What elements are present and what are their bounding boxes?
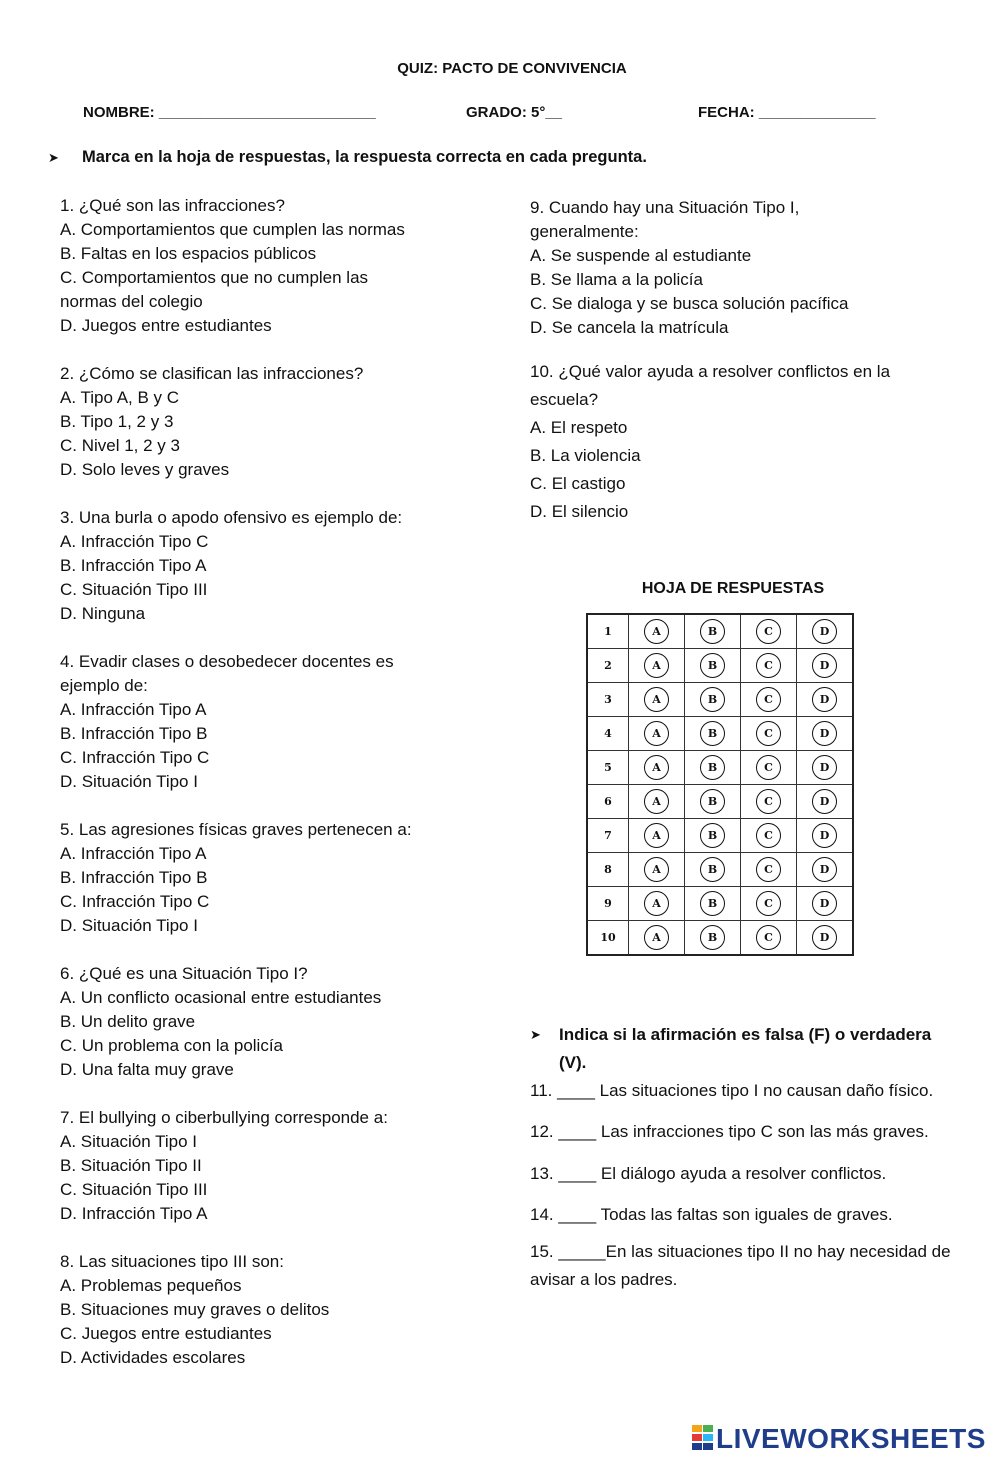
answer-bubble-a[interactable]: A (644, 619, 669, 644)
answer-cell (685, 785, 741, 819)
answer-cell (629, 785, 685, 819)
tf-instruction-text: Indica si la afirmación es falsa (F) o verdadera (V). (559, 1025, 932, 1072)
answer-bubble-b[interactable]: B (700, 687, 725, 712)
answer-bubble-b[interactable]: B (700, 789, 725, 814)
option-c: C. Se dialoga y se busca solución pacífica (530, 294, 849, 313)
answer-cell (629, 819, 685, 853)
answer-cell (629, 649, 685, 683)
option-c: C. Juegos entre estudiantes (60, 1324, 272, 1343)
answer-cell (629, 717, 685, 751)
question-text: 8. Las situaciones tipo III son: (60, 1252, 284, 1271)
answer-bubble-d[interactable]: D (812, 823, 837, 848)
answer-row-number: 4 (587, 717, 629, 751)
answer-cell (685, 819, 741, 853)
option-b: B. Situación Tipo II (60, 1156, 202, 1175)
question-text: 2. ¿Cómo se clasifican las infracciones? (60, 364, 364, 383)
answer-bubble-c[interactable]: C (756, 823, 781, 848)
answer-cell (741, 887, 797, 921)
answer-bubble-b[interactable]: B (700, 857, 725, 882)
answer-bubble-d[interactable]: D (812, 619, 837, 644)
question-1 (60, 194, 480, 338)
option-a: A. Infracción Tipo A (60, 844, 207, 863)
answer-bubble-c[interactable]: C (756, 755, 781, 780)
option-d: D. El silencio (530, 502, 629, 521)
option-c: C. Un problema con la policía (60, 1036, 284, 1055)
answer-cell (629, 683, 685, 717)
option-c: C. Infracción Tipo C (60, 748, 210, 767)
liveworksheets-logo-icon (692, 1425, 714, 1451)
answer-cell (797, 887, 854, 921)
tf-item-15[interactable]: 15. _____En las situaciones tipo II no hay necesidad de avisar a los padres. (530, 1242, 951, 1289)
option-b: B. Se llama a la policía (530, 270, 703, 289)
question-text: 3. Una burla o apodo ofensivo es ejemplo de: (60, 508, 403, 527)
answer-bubble-d[interactable]: D (812, 891, 837, 916)
answer-cell (741, 751, 797, 785)
answer-row (587, 853, 853, 887)
answer-cell (685, 649, 741, 683)
answer-cell (797, 683, 854, 717)
answer-row (587, 614, 853, 649)
answer-bubble-b[interactable]: B (700, 721, 725, 746)
option-b: B. Infracción Tipo B (60, 868, 208, 887)
answer-cell (741, 921, 797, 956)
answer-row-number: 3 (587, 683, 629, 717)
answer-sheet-title: HOJA DE RESPUESTAS (641, 580, 825, 597)
answer-row-number: 7 (587, 819, 629, 853)
instruction-text: Marca en la hoja de respuestas, la respuesta correcta en cada pregunta. (82, 148, 647, 166)
option-d: D. Situación Tipo I (60, 916, 198, 935)
option-c: C. Comportamientos que no cumplen las normas del colegio (60, 268, 369, 311)
answer-row (587, 683, 853, 717)
question-text: 10. ¿Qué valor ayuda a resolver conflictos en la escuela? (530, 362, 891, 409)
questions-left-column (60, 194, 480, 1394)
answer-cell (685, 853, 741, 887)
answer-row-number: 9 (587, 887, 629, 921)
answer-cell (629, 887, 685, 921)
answer-sheet (586, 613, 854, 956)
answer-cell (797, 649, 854, 683)
answer-cell (741, 785, 797, 819)
answer-cell (685, 717, 741, 751)
answer-bubble-d[interactable]: D (812, 653, 837, 678)
answer-cell (741, 717, 797, 751)
question-text: 4. Evadir clases o desobedecer docentes es ejemplo de: (60, 652, 394, 695)
nombre-field[interactable]: NOMBRE: __________________________ (83, 104, 376, 121)
answer-row-number: 6 (587, 785, 629, 819)
answer-cell (797, 921, 854, 956)
option-a: A. Infracción Tipo C (60, 532, 209, 551)
answer-cell (741, 649, 797, 683)
answer-bubble-c[interactable]: C (756, 687, 781, 712)
question-text: 7. El bullying o ciberbullying corresponde a: (60, 1108, 388, 1127)
answer-bubble-a[interactable]: A (644, 653, 669, 678)
answer-bubble-c[interactable]: C (756, 653, 781, 678)
answer-cell (685, 614, 741, 649)
option-c: C. Situación Tipo III (60, 1180, 208, 1199)
answer-bubble-d[interactable]: D (812, 721, 837, 746)
answer-bubble-a[interactable]: A (644, 687, 669, 712)
question-10 (530, 358, 950, 526)
answer-bubble-d[interactable]: D (812, 857, 837, 882)
option-c: C. Situación Tipo III (60, 580, 208, 599)
answer-cell (629, 751, 685, 785)
grado-field[interactable]: GRADO: 5°__ (466, 104, 563, 121)
question-text: 9. Cuando hay una Situación Tipo I, generalmente: (530, 198, 800, 241)
answer-row (587, 887, 853, 921)
answer-bubble-b[interactable]: B (700, 619, 725, 644)
answer-bubble-b[interactable]: B (700, 925, 725, 950)
logo-text: LIVEWORKSHEETS (716, 1423, 986, 1454)
question-text: 1. ¿Qué son las infracciones? (60, 196, 285, 215)
answer-row-number: 10 (587, 921, 629, 956)
arrow-bullet-icon: ➤ (48, 150, 59, 165)
true-false-section (530, 1021, 960, 1294)
answer-cell (685, 751, 741, 785)
fecha-field[interactable]: FECHA: ______________ (698, 104, 876, 121)
answer-bubble-d[interactable]: D (812, 755, 837, 780)
question-2 (60, 362, 480, 482)
answer-bubble-a[interactable]: A (644, 925, 669, 950)
answer-row (587, 819, 853, 853)
question-4 (60, 650, 480, 794)
question-7 (60, 1106, 480, 1226)
question-8 (60, 1250, 480, 1370)
option-a: A. Comportamientos que cumplen las normas (60, 220, 405, 239)
option-a: A. Problemas pequeños (60, 1276, 242, 1295)
option-b: B. Tipo 1, 2 y 3 (60, 412, 174, 431)
answer-row (587, 921, 853, 956)
questions-right-column (530, 196, 950, 550)
option-c: C. El castigo (530, 474, 626, 493)
answer-cell (797, 717, 854, 751)
liveworksheets-logo (692, 1423, 986, 1459)
question-text: 6. ¿Qué es una Situación Tipo I? (60, 964, 308, 983)
answer-cell (685, 887, 741, 921)
answer-cell (741, 614, 797, 649)
option-d: D. Actividades escolares (60, 1348, 246, 1367)
answer-row (587, 649, 853, 683)
answer-bubble-d[interactable]: D (812, 925, 837, 950)
option-d: D. Solo leves y graves (60, 460, 230, 479)
option-b: B. Situaciones muy graves o delitos (60, 1300, 330, 1319)
answer-bubble-b[interactable]: B (700, 653, 725, 678)
answer-cell (685, 683, 741, 717)
answer-bubble-c[interactable]: C (756, 891, 781, 916)
tf-item-12[interactable]: 12. ____ Las infracciones tipo C son las más graves. (530, 1122, 929, 1141)
option-b: B. Infracción Tipo B (60, 724, 208, 743)
tf-item-11[interactable]: 11. ____ Las situaciones tipo I no causan daño físico. (530, 1081, 934, 1100)
answer-bubble-a[interactable]: A (644, 789, 669, 814)
answer-bubble-c[interactable]: C (756, 857, 781, 882)
answer-bubble-b[interactable]: B (700, 823, 725, 848)
option-a: A. Infracción Tipo A (60, 700, 207, 719)
option-c: C. Infracción Tipo C (60, 892, 210, 911)
answer-cell (741, 853, 797, 887)
answer-row (587, 717, 853, 751)
option-d: D. Juegos entre estudiantes (60, 316, 272, 335)
answer-row (587, 785, 853, 819)
tf-item-14[interactable]: 14. ____ Todas las faltas son iguales de graves. (530, 1205, 893, 1224)
question-3 (60, 506, 480, 626)
option-d: D. Ninguna (60, 604, 146, 623)
question-text: 5. Las agresiones físicas graves pertenecen a: (60, 820, 412, 839)
option-d: D. Situación Tipo I (60, 772, 198, 791)
answer-cell (629, 614, 685, 649)
answer-bubble-b[interactable]: B (700, 755, 725, 780)
answer-bubble-a[interactable]: A (644, 857, 669, 882)
answer-cell (629, 921, 685, 956)
option-b: B. Infracción Tipo A (60, 556, 207, 575)
arrow-bullet-icon: ➤ (530, 1027, 541, 1042)
answer-bubble-a[interactable]: A (644, 823, 669, 848)
question-9 (530, 196, 950, 340)
option-d: D. Infracción Tipo A (60, 1204, 208, 1223)
answer-bubble-b[interactable]: B (700, 891, 725, 916)
answer-bubble-a[interactable]: A (644, 891, 669, 916)
answer-cell (741, 683, 797, 717)
option-d: D. Se cancela la matrícula (530, 318, 729, 337)
answer-cell (797, 751, 854, 785)
option-a: A. Un conflicto ocasional entre estudiantes (60, 988, 382, 1007)
answer-cell (797, 853, 854, 887)
answer-row-number: 2 (587, 649, 629, 683)
tf-instruction (530, 1021, 960, 1077)
answer-row (587, 751, 853, 785)
option-d: D. Una falta muy grave (60, 1060, 234, 1079)
answer-row-number: 8 (587, 853, 629, 887)
option-a: A. Situación Tipo I (60, 1132, 198, 1151)
option-b: B. La violencia (530, 446, 641, 465)
answer-bubble-c[interactable]: C (756, 925, 781, 950)
answer-cell (685, 921, 741, 956)
question-6 (60, 962, 480, 1082)
answer-cell (797, 614, 854, 649)
tf-item-13[interactable]: 13. ____ El diálogo ayuda a resolver conflictos. (530, 1164, 887, 1183)
option-c: C. Nivel 1, 2 y 3 (60, 436, 180, 455)
answer-bubble-a[interactable]: A (644, 721, 669, 746)
answer-cell (629, 853, 685, 887)
answer-bubble-c[interactable]: C (756, 789, 781, 814)
answer-cell (797, 785, 854, 819)
answer-row-number: 5 (587, 751, 629, 785)
option-b: B. Faltas en los espacios públicos (60, 244, 317, 263)
answer-bubble-a[interactable]: A (644, 755, 669, 780)
option-a: A. Tipo A, B y C (60, 388, 180, 407)
answer-cell (797, 819, 854, 853)
answer-bubble-d[interactable]: D (812, 687, 837, 712)
instruction (48, 148, 647, 167)
option-a: A. El respeto (530, 418, 628, 437)
answer-bubble-d[interactable]: D (812, 789, 837, 814)
answer-row-number: 1 (587, 614, 629, 649)
option-a: A. Se suspende al estudiante (530, 246, 752, 265)
answer-bubble-c[interactable]: C (756, 619, 781, 644)
answer-cell (741, 819, 797, 853)
page-title: QUIZ: PACTO DE CONVIVENCIA (397, 60, 627, 77)
question-5 (60, 818, 480, 938)
answer-bubble-c[interactable]: C (756, 721, 781, 746)
option-b: B. Un delito grave (60, 1012, 196, 1031)
